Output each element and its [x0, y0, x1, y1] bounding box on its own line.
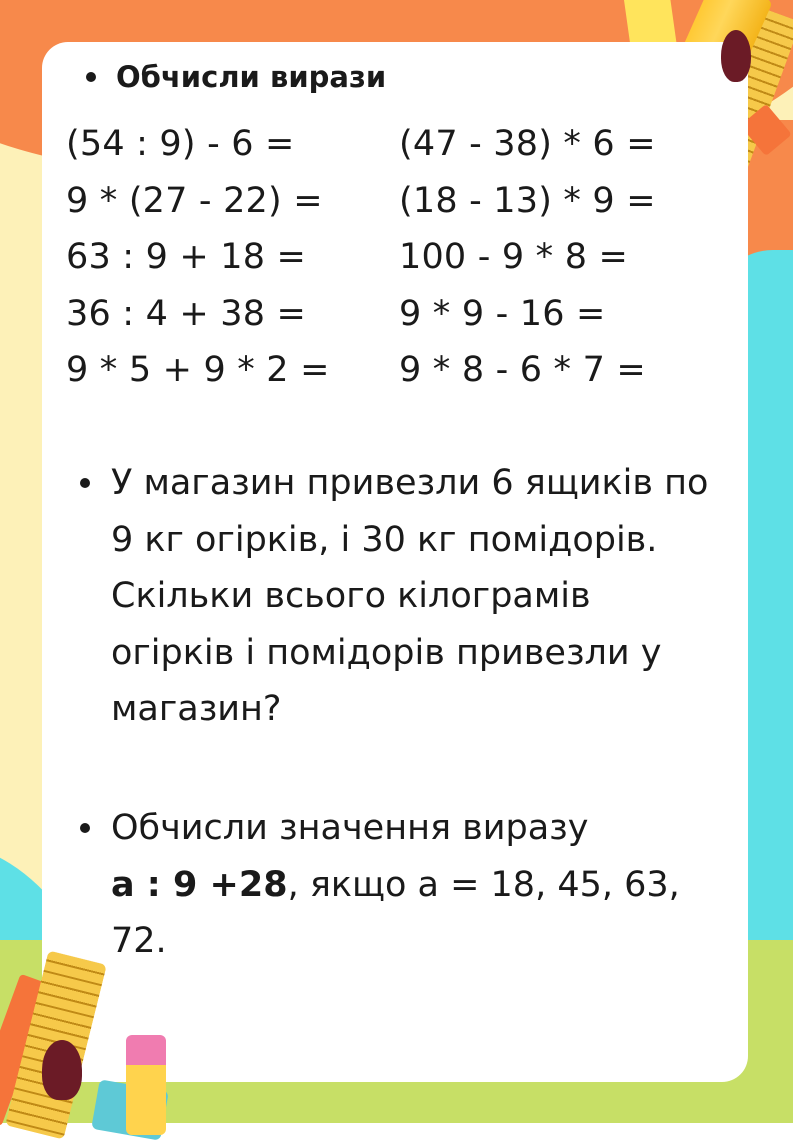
problem-line: У магазин привезли 6 ящиків по: [111, 463, 709, 503]
problem-line: магазин?: [111, 689, 282, 729]
problem-line: огірків і помідорів привезли у: [111, 632, 662, 673]
eraser-icon: [126, 1035, 166, 1135]
section-heading: [86, 60, 386, 94]
formula: а : 9 +28: [111, 864, 288, 905]
bullet-icon: [80, 823, 90, 833]
task-values: , якщо а = 18, 45, 63,: [287, 864, 680, 905]
problem-line: 9 кг огірків, і 30 кг помідорів.: [111, 519, 658, 560]
expressions-grid: [66, 116, 706, 399]
expression: 9 * 8 - 6 * 7 =: [399, 350, 646, 390]
paint-brush-icon: [721, 30, 751, 82]
problem-line: Скільки всього кілограмів: [111, 576, 591, 616]
task-line: Обчисли значення виразу: [111, 808, 589, 848]
paint-brush-icon: [42, 1040, 82, 1100]
expression: (18 - 13) * 9 =: [399, 180, 656, 221]
task-line: 72.: [111, 921, 167, 961]
expression: 100 - 9 * 8 =: [399, 237, 629, 277]
expression-task: [80, 800, 750, 970]
task-line: [111, 857, 680, 914]
section-title: Обчисли вирази: [116, 60, 387, 94]
expression: 36 : 4 + 38 =: [66, 293, 307, 334]
expression: 9 * 5 + 9 * 2 =: [66, 350, 330, 390]
expression: (47 - 38) * 6 =: [399, 124, 656, 164]
expression: 63 : 9 + 18 =: [66, 237, 307, 277]
expression: (54 : 9) - 6 =: [66, 124, 295, 164]
bullet-icon: [86, 72, 96, 82]
word-problem: [80, 455, 750, 738]
bullet-icon: [80, 478, 90, 488]
expression: 9 * (27 - 22) =: [66, 180, 323, 221]
expression: 9 * 9 - 16 =: [399, 293, 606, 334]
